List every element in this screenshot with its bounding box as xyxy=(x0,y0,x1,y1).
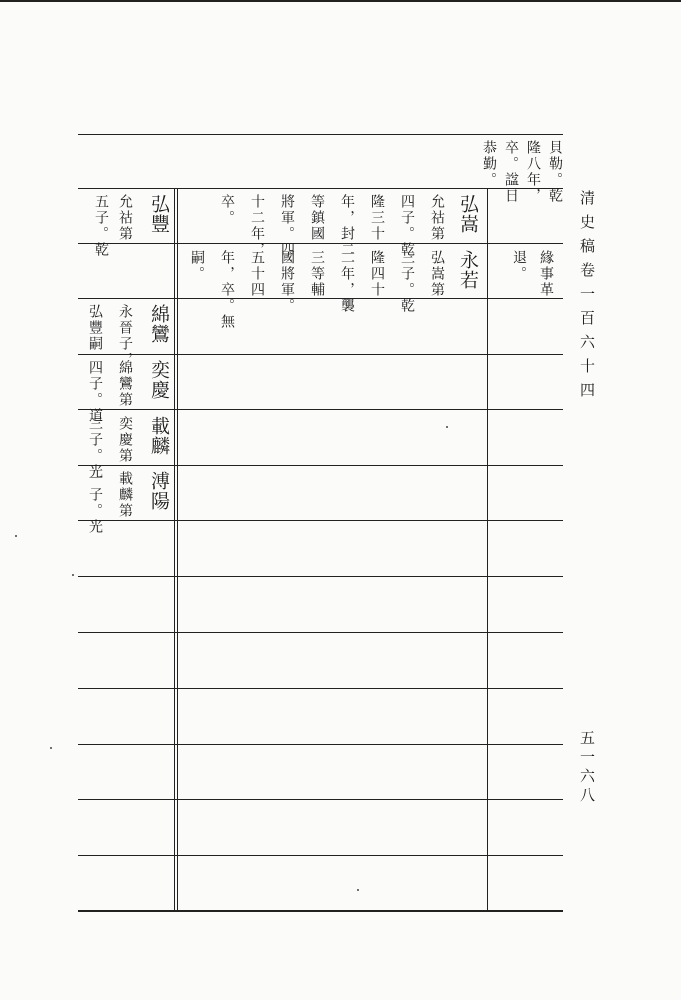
note-line: 卒。諡日 xyxy=(503,140,519,204)
person-note-line: 弘嵩第 xyxy=(429,250,445,298)
person-name: 永若 xyxy=(457,250,479,290)
table-top-rule xyxy=(78,134,563,135)
scan-speck xyxy=(50,747,52,749)
person-name: 弘嵩 xyxy=(457,194,479,234)
person-note-line: 四子。乾 xyxy=(399,194,415,258)
top-note xyxy=(502,140,519,204)
person-note-line: 奕慶第 xyxy=(117,416,133,464)
person-note-line: 退。 xyxy=(511,250,527,282)
person-note-line: 三子。光 xyxy=(87,416,103,480)
person-name: 載麟 xyxy=(148,416,170,456)
row-rule xyxy=(78,298,563,299)
row-rule xyxy=(78,688,563,689)
person-note-line: 十二年， xyxy=(249,194,265,258)
row-rule xyxy=(78,465,563,466)
person-note-line: 國將軍。 xyxy=(279,250,295,314)
person-note-line: 二年，襲 xyxy=(339,250,355,314)
column-rule xyxy=(177,188,178,910)
person-note-line: 弘豐嗣 xyxy=(87,304,103,352)
person-note-line: 綿鸞第 xyxy=(117,360,133,408)
person-note-line: 四子。道 xyxy=(87,360,103,424)
person-note-line: 年，封二 xyxy=(339,194,355,258)
person-note-line: 緣事革 xyxy=(538,250,554,298)
note-line: 隆八年， xyxy=(525,140,541,204)
row-rule xyxy=(78,632,563,633)
person-note-line: 三等輔 xyxy=(309,250,325,298)
person-note-line: 三子。乾 xyxy=(399,250,415,314)
scan-speck xyxy=(72,574,74,576)
person-name: 溥陽 xyxy=(148,471,170,511)
top-note xyxy=(546,140,563,204)
page-number: 五一六八 xyxy=(578,730,596,806)
person-note-line: 允祜第 xyxy=(117,194,133,242)
person-note-line: 將軍。四 xyxy=(279,194,295,258)
person-note-line: 載麟第 xyxy=(117,471,133,519)
scan-speck xyxy=(357,889,359,891)
note-line: 貝勒。乾 xyxy=(547,140,563,204)
volume-title: 清史稿卷一百六十四 xyxy=(578,190,596,406)
person-note-line: 永晉子， xyxy=(117,304,133,368)
person-note-line: 等鎮國 xyxy=(309,194,325,242)
column-rule xyxy=(174,188,175,910)
row-rule xyxy=(78,799,563,800)
scan-speck xyxy=(15,535,17,537)
person-note-line: 五十四 xyxy=(249,250,265,298)
note-line: 恭勤。 xyxy=(481,140,497,188)
person-name: 弘豐 xyxy=(148,194,170,234)
top-note xyxy=(524,140,541,204)
person-note-line: 五子。乾 xyxy=(93,194,109,258)
row-rule xyxy=(78,855,563,856)
person-name: 綿鸞 xyxy=(148,304,170,344)
person-name: 奕慶 xyxy=(148,360,170,400)
row-rule xyxy=(78,243,563,244)
row-rule xyxy=(78,188,563,189)
person-note-line: 隆四十 xyxy=(369,250,385,298)
row-rule xyxy=(78,576,563,577)
person-note-line: 隆三十 xyxy=(369,194,385,242)
row-rule xyxy=(78,520,563,521)
top-note xyxy=(480,140,497,188)
row-rule xyxy=(78,354,563,355)
scan-speck xyxy=(446,426,448,428)
table-bottom-rule xyxy=(78,910,563,912)
row-rule xyxy=(78,409,563,410)
person-note-line: 允祜第 xyxy=(429,194,445,242)
scan-top-edge xyxy=(0,0,681,2)
person-note-line: 卒。 xyxy=(219,194,235,226)
column-rule xyxy=(487,188,488,910)
person-note-line: 一子。光 xyxy=(87,471,103,535)
row-rule xyxy=(78,744,563,745)
person-note-line: 嗣。 xyxy=(189,250,205,282)
person-note-line: 年，卒。無 xyxy=(219,250,235,330)
